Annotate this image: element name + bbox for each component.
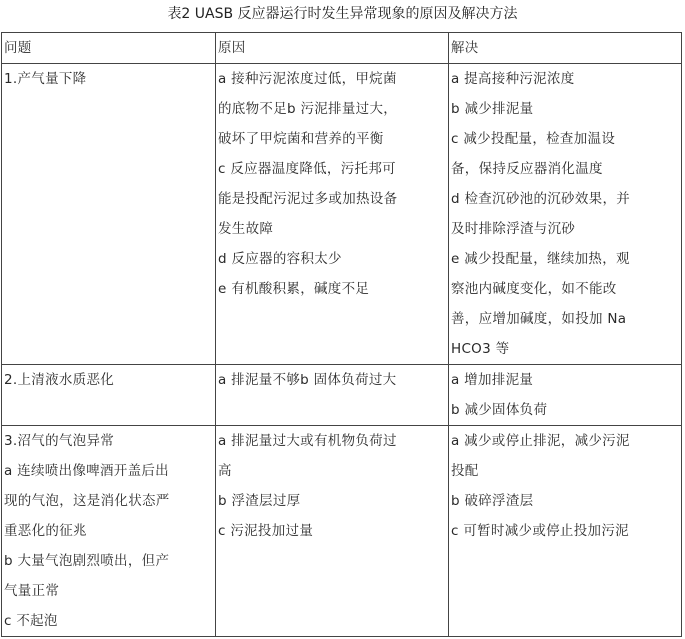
cause-cell (216, 365, 449, 426)
cause-cell (216, 64, 449, 365)
cell-line: a 接种污泥浓度过低，甲烷菌 (218, 71, 397, 87)
cell-line: 破坏了甲烷菌和营养的平衡 (218, 131, 384, 147)
cell-line: d 检查沉砂池的沉砂效果，并 (451, 191, 631, 207)
table-caption: 表2 UASB 反应器运行时发生异常现象的原因及解决方法 (167, 6, 518, 22)
cell-line: e 减少投配量，继续加热，观 (451, 251, 630, 267)
anomaly-table (1, 32, 682, 637)
header-problem: 问题 (2, 33, 216, 64)
cell-line: 察池内碱度变化，如不能改 (451, 281, 617, 297)
cell-line: 1.产气量下降 (4, 71, 87, 87)
cell-line: c 减少投配量，检查加温设 (451, 131, 616, 147)
cell-line: a 排泥量不够b 固体负荷过大 (218, 372, 397, 388)
solution-cell (449, 64, 682, 365)
problem-cell (2, 426, 216, 637)
cell-line: a 提高接种污泥浓度 (451, 71, 575, 87)
cell-line: 2.上清液水质恶化 (4, 372, 115, 388)
cell-line: 能是投配污泥过多或加热设备 (218, 191, 398, 207)
cell-line: c 反应器温度降低，污托邦可 (218, 161, 396, 177)
cell-line: b 破碎浮渣层 (451, 493, 534, 509)
cell-line: a 连续喷出像啤酒开盖后出 (4, 463, 169, 479)
cell-line: 气量正常 (4, 583, 60, 599)
cell-line: c 污泥投加过量 (218, 523, 314, 539)
cell-line: b 浮渣层过厚 (218, 493, 301, 509)
cell-line: 现的气泡，这是消化状态严 (4, 493, 170, 509)
cell-line: a 排泥量过大或有机物负荷过 (218, 433, 397, 449)
cell-line: e 有机酸积累，碱度不足 (218, 281, 370, 297)
problem-cell (2, 64, 216, 365)
cell-line: a 减少或停止排泥，减少污泥 (451, 433, 630, 449)
cell-line: 投配 (451, 463, 479, 479)
cell-line: 重恶化的征兆 (4, 523, 87, 539)
cell-line: b 大量气泡剧烈喷出，但产 (4, 553, 170, 569)
cell-line: d 反应器的容积太少 (218, 251, 342, 267)
solution-cell (449, 365, 682, 426)
header-solution: 解决 (449, 33, 682, 64)
cell-line: a 增加排泥量 (451, 372, 534, 388)
cell-line: c 可暂时减少或停止投加污泥 (451, 523, 629, 539)
cell-line: b 减少固体负荷 (451, 402, 548, 418)
cell-line: 3.沼气的气泡异常 (4, 433, 115, 449)
cell-line: 发生故障 (218, 221, 274, 237)
table-header-row (2, 33, 682, 64)
cell-line: 高 (218, 463, 232, 479)
problem-cell (2, 365, 216, 426)
cell-line: c 不起泡 (4, 613, 58, 629)
cell-line: 备，保持反应器消化温度 (451, 161, 603, 177)
cell-line: b 减少排泥量 (451, 101, 534, 117)
table-row (2, 365, 682, 426)
cell-line: 善，应增加碱度，如投加 Na (451, 311, 627, 327)
cause-cell (216, 426, 449, 637)
solution-cell (449, 426, 682, 637)
cell-line: 及时排除浮渣与沉砂 (451, 221, 576, 237)
table-row (2, 64, 682, 365)
table-row (2, 426, 682, 637)
cell-line: HCO3 等 (451, 341, 510, 357)
header-cause: 原因 (216, 33, 449, 64)
cell-line: 的底物不足b 污泥排量过大， (218, 101, 398, 117)
